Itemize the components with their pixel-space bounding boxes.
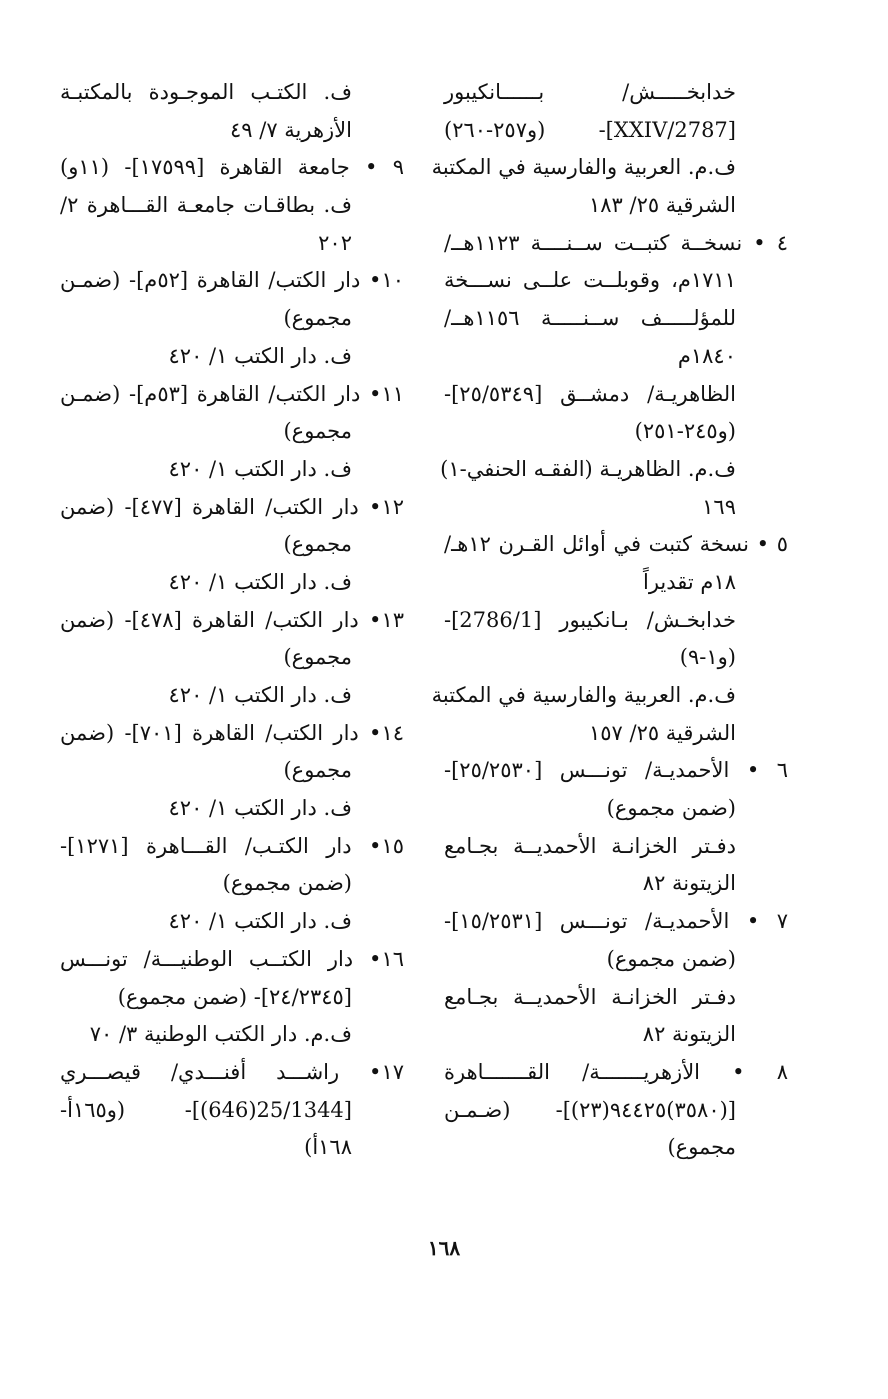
text-line: ١٣• دار الكتب/ القاهرة [٤٧٨]- (ضمن [60,607,404,632]
text-line: ف.م. دار الكتب الوطنية ٣/ ٧٠ [89,1022,352,1047]
text-line: للمؤلـــــف ســنـــــة ١١٥٦هــ/ [444,306,736,331]
text-line: الشرقية ٢٥/ ١٥٧ [588,720,736,745]
right-column [431,74,788,1167]
text-line: [(٣٥٨٠)٩٤٤٢٥(٢٣)]- (ضـمـن [444,1097,736,1122]
text-line: [25/1344(646)]- (و١٦٥أ- [60,1097,352,1122]
text-line: ١٧• راشـــد أفنـــدي/ قيصـــري [60,1059,404,1084]
text-line: مجموع) [283,758,352,783]
text-line: مجموع) [283,645,352,670]
text-line: ١٦٨أ) [304,1135,352,1160]
text-line: ف. دار الكتب ١/ ٤٢٠ [168,343,352,368]
text-line: ١٥• دار الكتـب/ القـــاهرة [١٢٧١]- [60,833,404,858]
text-line: ١٨م تقديراً [643,569,736,594]
text-line: ١٦• دار الكتــب الوطنيـــة/ تونـــس [60,946,404,971]
text-line: مجموع) [667,1135,736,1160]
text-line: الأزهرية ٧/ ٤٩ [229,117,352,142]
text-line: مجموع) [283,306,352,331]
text-line: (و٢٤٥-٢٥١) [634,419,736,444]
text-line: ١١• دار الكتب/ القاهرة [٥٣م]- (ضمـن [60,381,404,406]
text-line: خدابخـــــش/ بــــــانكيبور [444,80,736,104]
text-line: الشرقية ٢٥/ ١٨٣ [588,193,736,218]
text-line: (ضمن مجموع) [222,871,352,896]
text-line: ١٤• دار الكتب/ القاهرة [٧٠١]- (ضمن [60,720,404,745]
text-line: دفـتر الخزانـة الأحمديــة بجـامع [444,984,736,1009]
text-line: ف. الكتـب الموجـودة بالمكتبـة [60,80,352,104]
text-line: ١٦٩ [702,494,736,519]
text-line: ف.م. العربية والفارسية في المكتبة [431,155,736,180]
text-line: ١٢• دار الكتب/ القاهرة [٤٧٧]- (ضمن [60,494,404,519]
text-line: ف. دار الكتب ١/ ٤٢٠ [168,796,352,821]
text-line: دفـتر الخزانـة الأحمديــة بجـامع [444,833,736,858]
text-line: ف.م. الظاهريـة (الفقـه الحنفي-١) [440,456,736,481]
text-line: ٧ • الأحمديـة/ تونـــس [١٥/٢٥٣١]- [444,909,788,934]
text-line: ١٠• دار الكتب/ القاهرة [٥٢م]- (ضمـن [60,268,404,293]
text-line: مجموع) [283,419,352,444]
text-line: الظاهريـة/ دمشــق [٢٥/٥٣٤٩]- [444,381,736,406]
text-line: خدابخـش/ بـانكيبور [2786/1]- [444,607,736,632]
text-line: ١٨٤٠م [677,343,736,368]
text-line: الزيتونة ٨٢ [642,1022,736,1047]
text-line: ف. دار الكتب ١/ ٤٢٠ [168,569,352,594]
left-column [60,74,404,1167]
text-line: ف. دار الكتب ١/ ٤٢٠ [168,456,352,481]
text-line: ٥ • نسخة كتبت في أوائل القـرن ١٢هـ/ [444,532,788,557]
text-line: ف. دار الكتب ١/ ٤٢٠ [168,909,352,934]
text-line: ١٧١١م، وقوبلــت علــى نســـخة [444,268,736,293]
text-line: مجموع) [283,532,352,557]
text-line: الزيتونة ٨٢ [642,871,736,896]
page-number: ١٦٨ [427,1236,461,1260]
text-line: ٢٠٢ [318,230,352,255]
text-line: (ضمن مجموع) [606,796,736,821]
text-line: (ضمن مجموع) [606,946,736,971]
text-line: ٨ • الأزهريـــــــة/ القـــــــاهرة [444,1059,788,1084]
text-line: [٢٤/٢٣٤٥]- (ضمن مجموع) [117,984,352,1009]
text-line: ف.م. العربية والفارسية في المكتبة [431,683,736,707]
text-line: ف. بطاقـات جامعـة القـــاهرة ٢/ [60,193,352,218]
text-line: [2787/XXIV]- (و٢٥٧-٢٦٠) [444,117,736,142]
text-line: ٦ • الأحمديـة/ تونـــس [٢٥/٢٥٣٠]- [444,758,788,783]
text-line: (و١-٩) [679,645,736,670]
text-line: ف. دار الكتب ١/ ٤٢٠ [168,683,352,707]
text-line: ٩ • جامعة القاهرة [١٧٥٩٩]- (١١و) [60,155,404,180]
text-line: ٤ • نسخــة كتبــت ســنــــة ١١٢٣هــ/ [444,230,788,255]
